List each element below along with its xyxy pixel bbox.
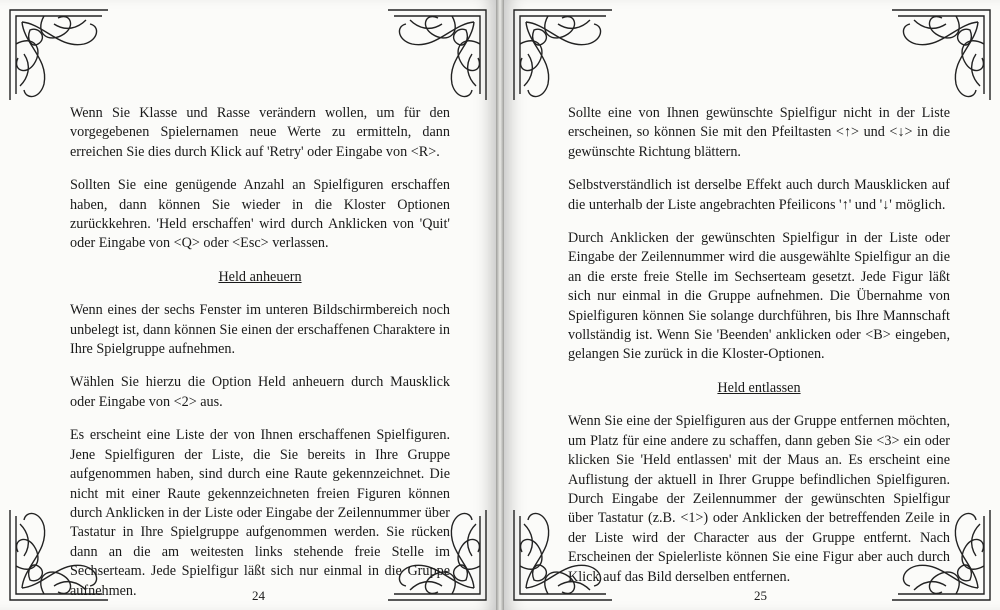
section-heading-held-anheuern: Held anheuern — [218, 268, 302, 285]
right-page — [504, 0, 1000, 610]
left-page-text — [70, 104, 450, 610]
corner-ornament-icon — [4, 4, 114, 104]
paragraph: Sollte eine von Ihnen gewünschte Spielfigur nicht in der Liste erscheinen, so können Sie mit den Pfeiltasten <↑> und <↓> in die gewünschte Richtung blättern. — [568, 105, 950, 160]
right-page-text — [568, 104, 950, 601]
left-page — [0, 0, 496, 610]
corner-ornament-icon — [382, 4, 492, 104]
paragraph: Es erscheint eine Liste der von Ihnen erschaffenen Spielfiguren. Jene Spielfiguren der Liste, die Sie bereits in Ihre Gruppe aufgenommen haben, sind durch eine Raute gekennzeichnet. Die nicht mit einer Raute gekennzeichneten freien Figuren können durch Anklicken in der Liste oder Eingabe der Zeilennummer über Tastatur in Ihre Spielgruppe aufgenommen werden. Sie rücken dann an die am weitesten links stehende freie Stelle im Sechserteam. Jede Spielfigur läßt sich nur einmal in die Gruppe aufnehmen. — [70, 427, 450, 599]
section-heading-held-entlassen: Held entlassen — [717, 379, 801, 396]
corner-ornament-icon — [886, 4, 996, 104]
paragraph: Selbstverständlich ist derselbe Effekt auch durch Mausklicken auf die unterhalb der Liste angebrachten Pfeilicons '↑' und '↓' möglich. — [568, 177, 950, 213]
paragraph: Sollten Sie eine genügende Anzahl an Spielfiguren erschaffen haben, dann können Sie wieder in die Kloster Optionen zurückkehren. 'Held erschaffen' wird durch Anklicken von 'Quit' oder Eingabe von <Q> oder <Esc> verlassen. — [70, 177, 450, 252]
book-gutter — [496, 0, 504, 610]
paragraph: Wählen Sie hierzu die Option Held anheuern durch Mausklick oder Eingabe von <2> aus. — [70, 374, 450, 410]
page-number: 25 — [754, 588, 767, 603]
paragraph: Wenn eines der sechs Fenster im unteren Bildschirmbereich noch unbelegt ist, dann können Sie einen der erschaffenen Charaktere in Ihre Spielgruppe aufnehmen. — [70, 302, 450, 358]
paragraph: Wenn Sie eine der Spielfiguren aus der Gruppe entfernen möchten, um Platz für eine andere zu schaffen, dann geben Sie <3> ein oder klicken Sie 'Held entlassen' mit der Maus an. Es erscheint eine Auflistung der aktuell in Ihrer Gruppe befindlichen Spielfiguren. Durch Eingabe der Zeilennummer der gewünschten Spielfigur über Tastatur (z.B. <1>) oder Anklicken der betreffenden Zeile in der Liste wird der Character aus der Gruppe entfernt. Nach Erscheinen der Spielerliste können Sie eine Figur aber auch durch Klick auf das Bild derselben entfernen. — [568, 413, 950, 585]
corner-ornament-icon — [508, 4, 618, 104]
paragraph: Durch Anklicken der gewünschten Spielfigur in der Liste oder Eingabe der Zeilennummer wird die ausgewählte Spielfigur an die an die erste freie Stelle im Sechserteam gesetzt. Jede Figur läßt sich nur einmal in die Gruppe aufnehmen. Die Übernahme von Spielfiguren können Sie solange durchführen, bis Ihre Mannschaft vollständig ist. Wenn Sie 'Beenden' anklicken oder <B> eingeben, gelangen Sie zurück in die Kloster-Optionen. — [568, 230, 950, 363]
page-number: 24 — [252, 588, 265, 603]
paragraph: Wenn Sie Klasse und Rasse verändern wollen, um für den vorgegebenen Spielernamen neue Werte zu ermitteln, dann erreichen Sie dies durch Klick auf 'Retry' oder Eingabe von <R>. — [70, 105, 450, 160]
